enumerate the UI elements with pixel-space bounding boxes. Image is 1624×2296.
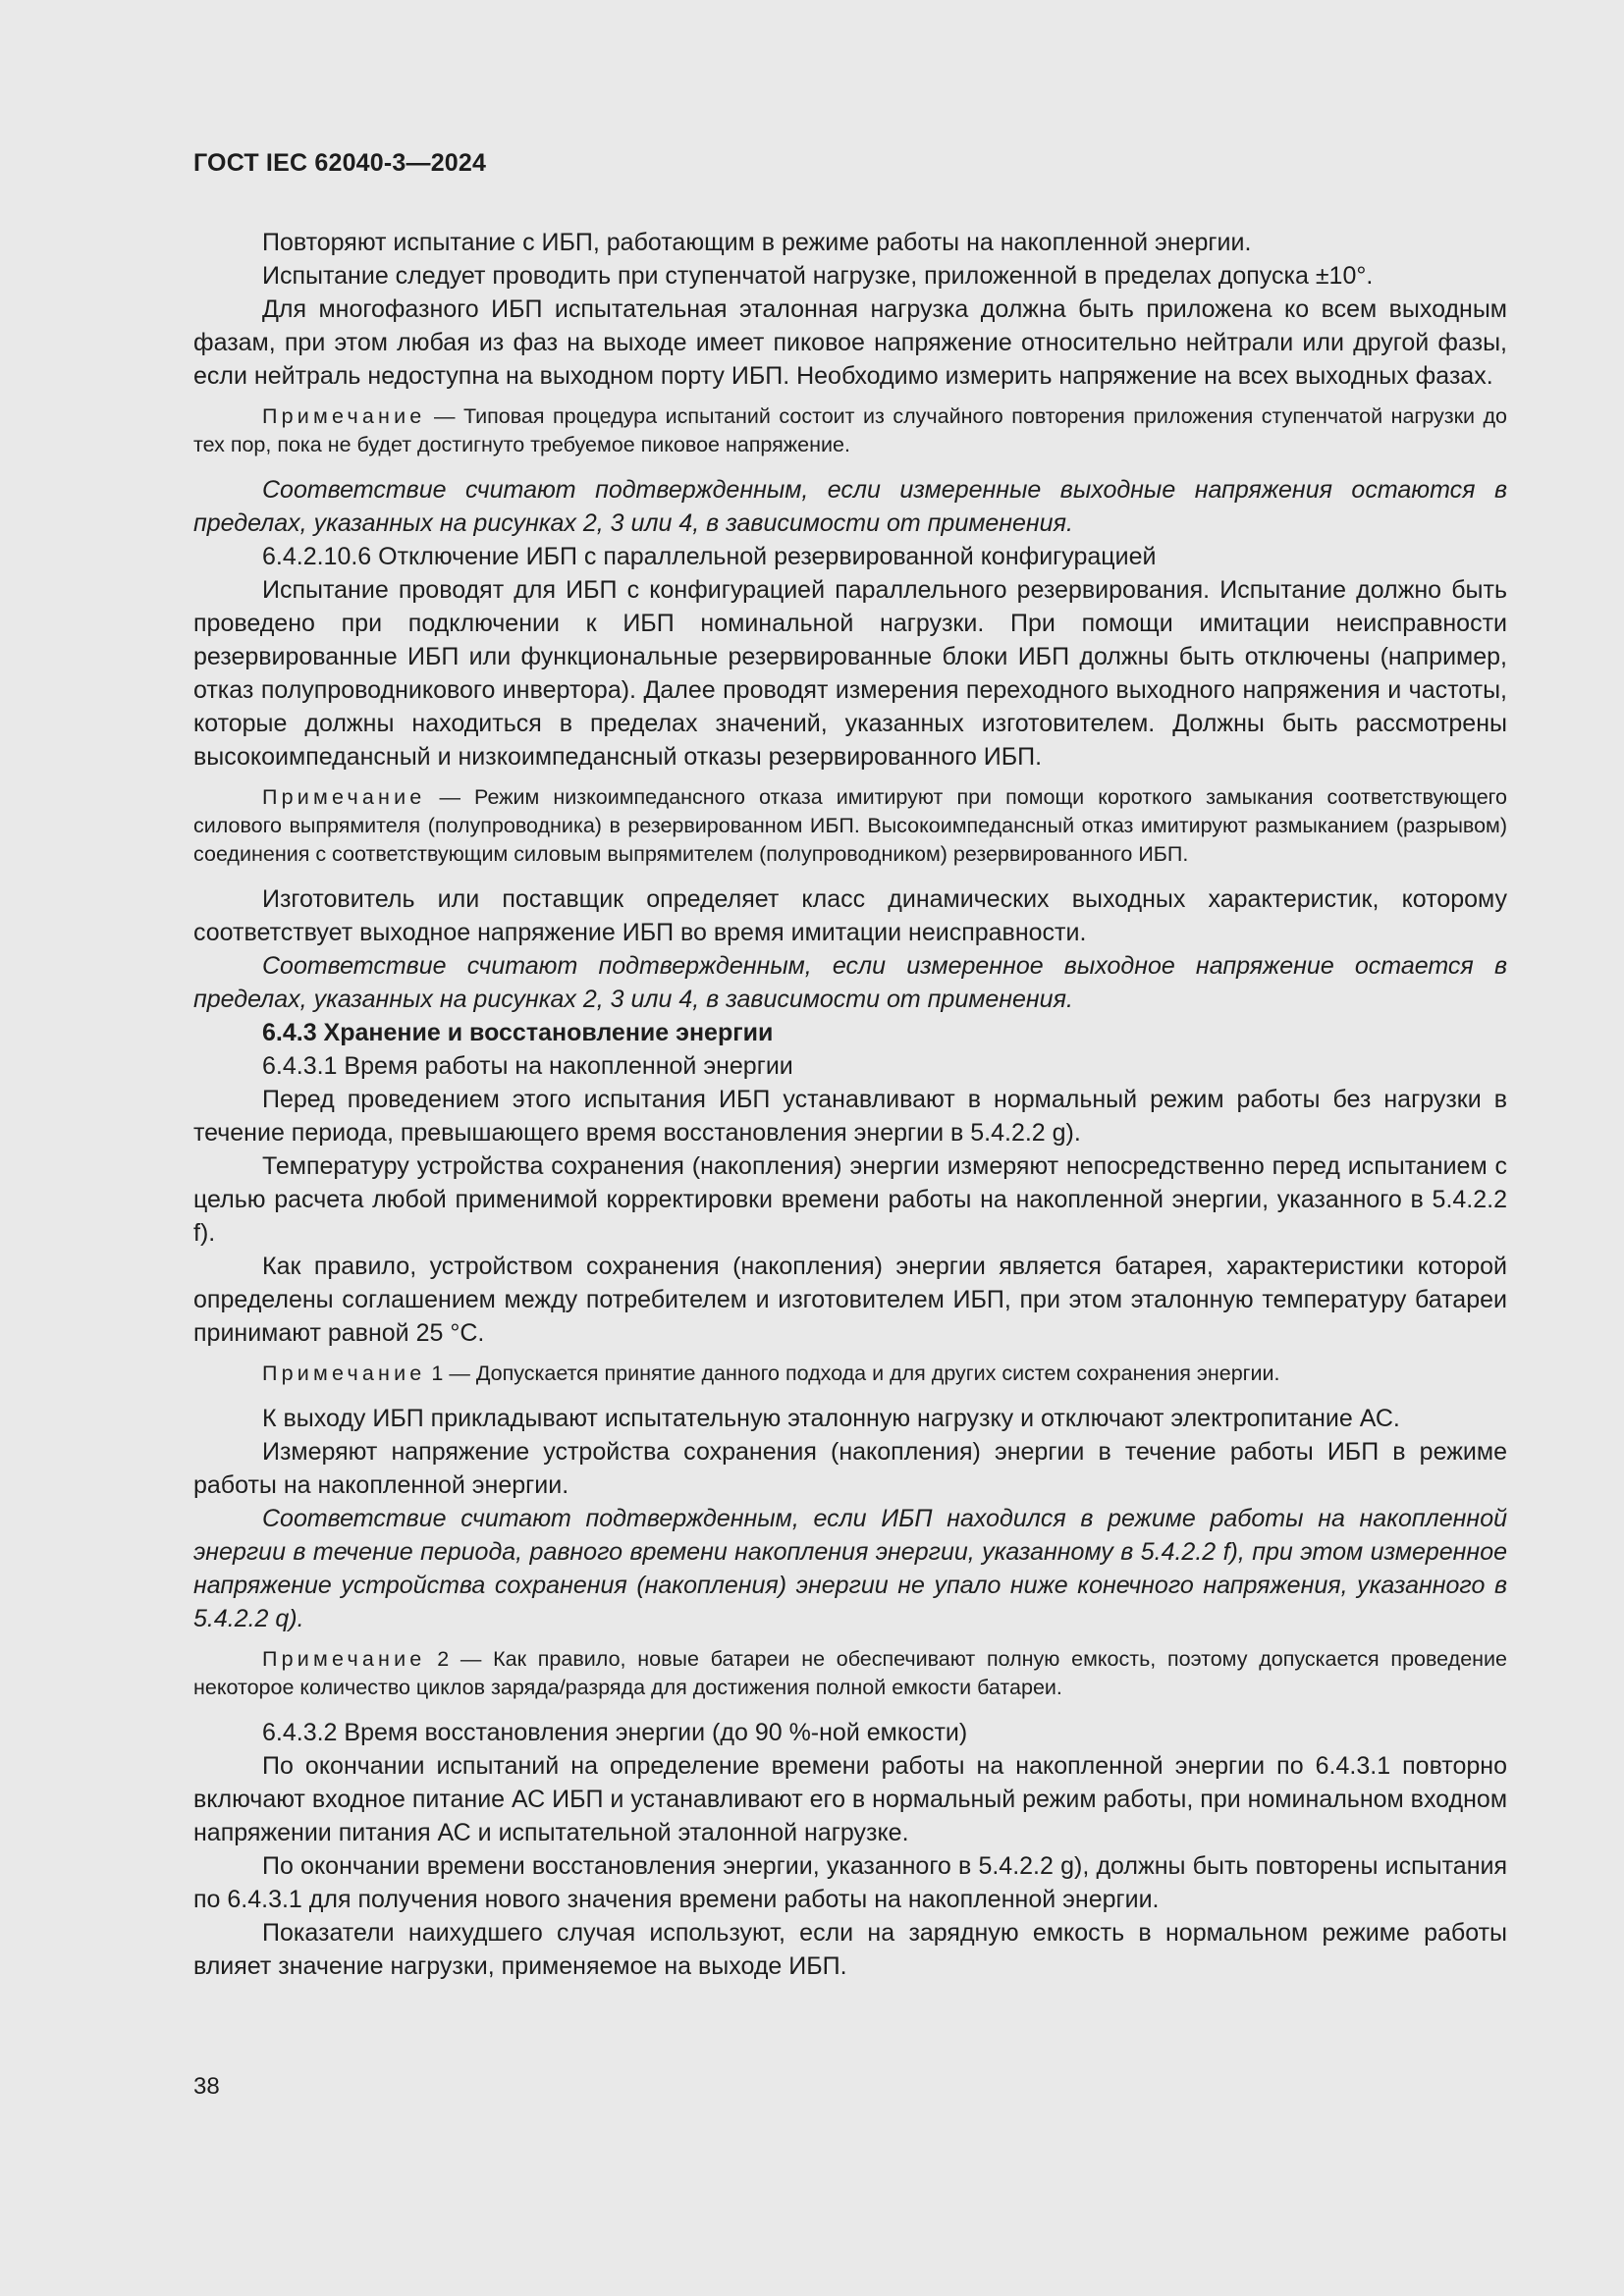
body-paragraph: По окончании времени восстановления энергии, указанного в 5.4.2.2 g), должны быть повторены испытания по 6.4.3.1 для получения нового значения времени работы на накопленной энергии. xyxy=(193,1852,1507,1913)
body-paragraph: По окончании испытаний на определение времени работы на накопленной энергии по 6.4.3.1 повторно включают входное питание АС ИБП и устанавливают его в нормальный режим работы, при номинальном входном напряжении питания АС и испытательной эталонной нагрузке. xyxy=(193,1752,1508,1846)
body-paragraph: К выходу ИБП прикладывают испытательную эталонную нагрузку и отключают электропитание АС. xyxy=(262,1405,1400,1432)
note-paragraph xyxy=(193,1360,1507,1388)
body-paragraph: Изготовитель или поставщик определяет класс динамических выходных характеристик, которому соответствует выходное напряжение ИБП во время имитации неисправности. xyxy=(193,885,1507,946)
body-paragraph: Повторяют испытание с ИБП, работающим в режиме работы на накопленной энергии. xyxy=(262,229,1252,256)
note-label: Примечание xyxy=(262,1362,426,1385)
note-label: Примечание xyxy=(262,785,426,809)
note-paragraph xyxy=(193,783,1507,869)
note-label: Примечание xyxy=(262,1647,426,1671)
body-paragraph: Перед проведением этого испытания ИБП устанавливают в нормальный режим работы без нагрузки в течение периода, превышающего время восстановления энергии в 5.4.2.2 g). xyxy=(193,1086,1507,1147)
compliance-paragraph: Соответствие считают подтвержденным, если измеренные выходные напряжения остаются в пределах, указанных на рисунках 2, 3 или 4, в зависимости от применения. xyxy=(193,476,1507,537)
body-paragraph: Испытание проводят для ИБП с конфигурацией параллельного резервирования. Испытание должно быть проведено при подключении к ИБП номинальной нагрузки. При помощи имитации неисправности резервированные ИБП или функциональные резервированные блоки ИБП должны быть отключены (например, отказ полупроводникового инвертора). Далее проводят измерения переходного выходного напряжения и частоты, которые должны находиться в пределах значений, указанных изготовителем. Должны быть рассмотрены высокоимпедансный и низкоимпедансный отказы резервированного ИБП. xyxy=(193,576,1507,771)
body-paragraph: 6.4.3.1 Время работы на накопленной энергии xyxy=(262,1052,793,1080)
body-paragraph: Измеряют напряжение устройства сохранения (накопления) энергии в течение работы ИБП в режиме работы на накопленной энергии. xyxy=(193,1438,1507,1499)
note-text: — Типовая процедура испытаний состоит из случайного повторения приложения ступенчатой нагрузки до тех пор, пока не будет достигнуто требуемое пиковое напряжение. xyxy=(193,404,1507,456)
compliance-paragraph: Соответствие считают подтвержденным, если измеренное выходное напряжение остается в пределах, указанных на рисунках 2, 3 или 4, в зависимости от применения. xyxy=(193,952,1507,1013)
note-text: — Режим низкоимпедансного отказа имитируют при помощи короткого замыкания соответствующего силового выпрямителя (полупроводника) в резервированном ИБП. Высокоимпедансный отказ имитируют размыканием (разрывом) соединения с соответствующим силовым выпрямителем (полупроводником) резервированного ИБП. xyxy=(193,785,1507,866)
document-header: ГОСТ IEC 62040-3—2024 xyxy=(193,149,487,177)
body-paragraph: Для многофазного ИБП испытательная эталонная нагрузка должна быть приложена ко всем выходным фазам, при этом любая из фаз на выходе имеет пиковое напряжение относительно нейтрали или другой фазы, если нейтраль недоступна на выходном порту ИБП. Необходимо измерить напряжение на всех выходных фазах. xyxy=(193,295,1507,390)
section-heading: 6.4.3 Хранение и восстановление энергии xyxy=(262,1019,774,1046)
body-paragraph: 6.4.3.2 Время восстановления энергии (до 90 %-ной емкости) xyxy=(262,1719,968,1746)
body-paragraph: 6.4.2.10.6 Отключение ИБП с параллельной резервированной конфигурацией xyxy=(262,543,1157,570)
note-label: Примечание xyxy=(262,404,426,428)
body-paragraph: Испытание следует проводить при ступенчатой нагрузке, приложенной в пределах допуска ±10°. xyxy=(262,262,1374,290)
body-paragraph: Показатели наихудшего случая используют, если на зарядную емкость в нормальном режиме работы влияет значение нагрузки, применяемое на выходе ИБП. xyxy=(193,1919,1507,1980)
note-text: 1 — Допускается принятие данного подхода и для других систем сохранения энергии. xyxy=(425,1362,1280,1385)
body-paragraph: Температуру устройства сохранения (накопления) энергии измеряют непосредственно перед испытанием с целью расчета любой применимой корректировки времени работы на накопленной энергии, указанного в 5.4.2.2 f). xyxy=(193,1152,1507,1247)
note-paragraph xyxy=(193,402,1507,459)
note-text: 2 — Как правило, новые батареи не обеспечивают полную емкость, поэтому допускается проведение некоторое количество циклов заряда/разряда для достижения полной емкости батареи. xyxy=(193,1647,1507,1699)
note-paragraph xyxy=(193,1645,1507,1702)
compliance-paragraph: Соответствие считают подтвержденным, если ИБП находился в режиме работы на накопленной энергии в течение периода, равного времени накопления энергии, указанному в 5.4.2.2 f), при этом измеренное напряжение устройства сохранения (накопления) энергии не упало ниже конечного напряжения, указанного в 5.4.2.2 q). xyxy=(193,1505,1507,1632)
body-paragraph: Как правило, устройством сохранения (накопления) энергии является батарея, характеристики которой определены соглашением между потребителем и изготовителем ИБП, при этом эталонную температуру батареи принимают равной 25 °С. xyxy=(193,1253,1507,1347)
page-number: 38 xyxy=(193,2073,220,2100)
document-body xyxy=(193,226,1507,1983)
